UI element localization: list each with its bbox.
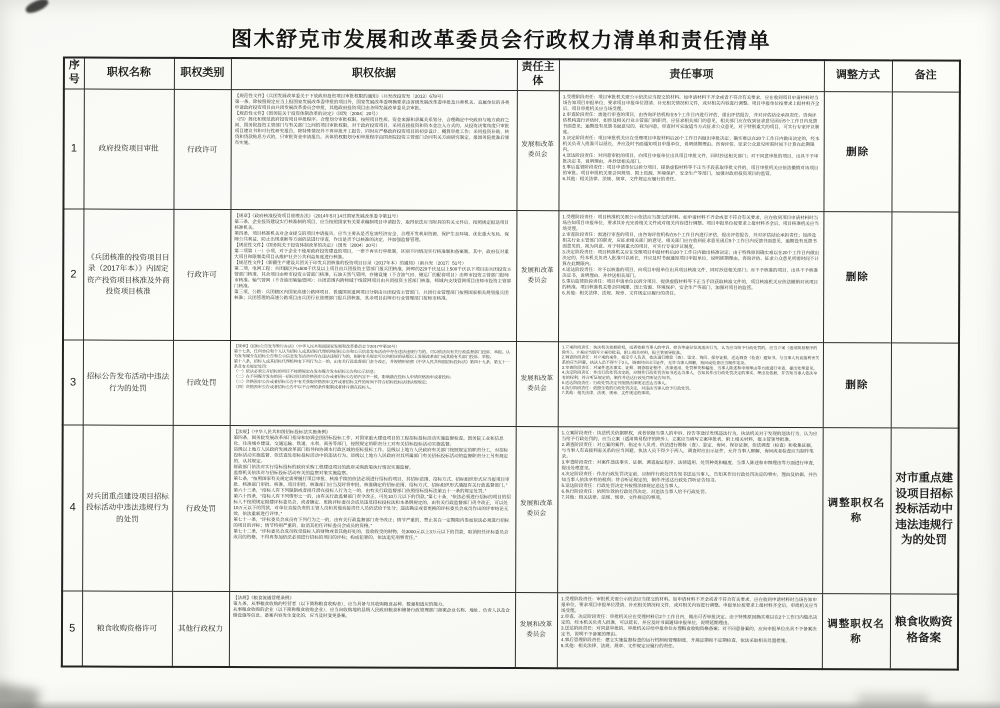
remark-cell: [891, 91, 959, 211]
responsible-subject-cell: 发展和改革委员会: [516, 90, 558, 210]
power-category-cell: 行政许可: [173, 89, 230, 209]
table-row: [62, 424, 959, 593]
table-row: [63, 88, 959, 211]
power-category-cell: 其他行政权力: [172, 591, 229, 667]
power-responsibility-table: [61, 56, 961, 670]
serial-cell: 3: [63, 339, 83, 424]
adjustment-cell: 删除: [823, 342, 891, 427]
serial-cell: 1: [63, 88, 83, 208]
header-power-name: 职权名称: [84, 58, 174, 89]
power-name-cell: 对兵团重点建设项目招标投标活动中违法违规行为的处罚: [82, 425, 173, 591]
header-serial: 序 号: [64, 57, 84, 88]
remark-cell: 粮食收购资格备案: [890, 593, 958, 669]
remark-cell: [891, 342, 959, 427]
scan-artifact: [0, 700, 1000, 708]
header-responsible-subject: 责任主体: [517, 59, 559, 90]
header-adjustment-method: 调整方式: [824, 60, 892, 91]
page-title: 图木舒克市发展和改革委员会行政权力清单和责任清单: [231, 28, 772, 53]
duty-items-cell: 1.受理阶段责任：审批机关需公示依法应当提交的材料。如申请材料不齐全或者不符合有关要求，应在收到申请材料时当场告知申报单位，要求项目申报单位澄清、补充相关情况和文件，或对相关内容进行调整。申报单位按要求上报材料齐全后，审批机关应当场受理。 2.审查、决定阶段责任：审批机关应在受理材料后2个工作日内，做出可否审批决定。由于特殊原因确实难以在2个工作日内做出决定的，经本机关负责人批准，可以延长，并应及时书面通知申报单位，说明延期理由。 3.送达阶段责任：对同意审批的，审批机关应给申报单位办理粮食收购资格备案；对不同意备案的，应向申报单位出具不予备案决定书，说明不予备案的理由。 4.事后管理阶段责任：建立实施监督检查的运行机制和管理制度，开展定期和不定期检查，依法采取相关处置措施。 5.其他：相关法律、法规、规章、文件规定应履行的责任。: [557, 592, 822, 668]
adjustment-cell: 删除: [823, 91, 891, 211]
table-header-row: [64, 57, 960, 91]
power-basis-cell: 【法规】《中华人民共和国招标投标法实施条例》 第四条，国务院发展改革部门指导和协调全国招标投标工作，对国家重大建设项目的工程招标投标活动实施监督检查。国务院工业和信息化、住房城乡建设、交通运输、铁道、水利、商务等部门，按照规定的职责分工对有关招标投标活动实施监督。 县级以上地方人民政府发展改革部门指导和协调本行政区域的招标投标工作。县级以上地方人民政府有关部门按照规定的职责分工，对招标投标活动实施监督，依法查处招标投标活动中的违法行为。县级以上地方人民政府对其所属部门有关招标投标活动的监督职责分工另有规定的，从其规定。 财政部门依法对实行招标投标的政府采购工程建设项目的政府采购政策执行情况实施监督。 监察机关依法对与招标投标活动有关的监察对象实施监察。 第七条，“按照国家有关规定需要履行项目审批、核准手续的依法必须进行招标的项目，其招标范围、招标方式、招标组织形式应当报项目审批、核准部门审批、核准。项目审批、核准部门应当及时将审批、核准确定的招标范围、招标方式、招标组织形式通报有关行政监督部门。” 第六十三条，“招标人有下列限制或者排斥潜在投标人行为之一的，由有关行政监督部门依照招标投标法第五十一条的规定处罚。” 第六十四条，“招标人有下列情形之一的，由有关行政监督部门责令改正，可处10万元以下的罚款。”第七十条，“依法必须进行招标的项目的招标人不按照规定组建评标委员会，或者确定、更换评标委员会成员违反招标投标法和本条例规定的，由有关行政监督部门责令改正，可以处10万元以下的罚款，对单位直接负责的主管人员和其他直接责任人员依法给予处分；违法确定或者更换的评标委员会成员作出的评审结论无效，依法重新进行评审。” 第七十一条，“评标委员会成员有下列行为之一的，由有关行政监督部门责令改正；情节严重的，禁止其在一定期限内参加依法必须进行招标的项目的评标；情节特别严重的，取消其担任评标委员会成员的资格。” 第七十二条，“评标委员会成员收受投标人的财物或者其他好处的，没收收受的财物，处3000元以上3万元以下的罚款，取消担任评标委员会成员的资格，不得再参加依法必须进行招标的项目的评标；构成犯罪的，依法追究刑事责任。”: [229, 425, 516, 592]
power-category-cell: 行政处罚: [172, 425, 230, 591]
header-power-basis: 职权依据: [231, 58, 517, 90]
power-category-cell: 行政处罚: [173, 340, 230, 425]
responsible-subject-cell: 发展和改革委员会: [516, 210, 558, 341]
serial-cell: 2: [63, 208, 83, 339]
header-duty-items: 责任事项: [559, 59, 824, 91]
power-basis-cell: 【法规】《粮食流通管理条例》 第九条，从事粮食收购的经营者（以下简称粮食收购者），应当具备与其收购粮食品种、数量相适应的能力。 从事粮食收购的企业（以下简称粮食收购企业），应当向收购地的县级人民政府粮食和储备行政管理部门备案企业名称、地址、负责人以及仓储设施等信息。备案内容发生变化的，应当及时变更备案。: [229, 591, 515, 667]
adjustment-cell: 调整职权名称: [822, 593, 890, 669]
serial-cell: 5: [62, 590, 82, 666]
power-name-cell: 粮食收购资格许可: [82, 591, 172, 667]
header-power-category: 职权类别: [174, 58, 231, 89]
power-basis-cell: 【规范性文件】《兵团发展改革委关于下放政府投资项目审批权限的通知》（兵发改投资发〔2013〕678号） 第一条，除按照规定应当上报国家发展改革委审批的项目外，国家发展改革委明确要求由省级发展改革委审批及兵师机关、直属单位的各类申请政府投资项目由兵团发展改革委员会审批，其他政府投资项目由各师发展改革委员会审批。 【规范性文件】《国务院关于投资体制改革的决定》（国发〔2004〕20号） （四）简化和规范政府投资项目审批程序。合理划分审批权限，按照项目性质、资金来源和隶属关系划分，合理确定中央政府与地方政府之间、国务院投资主管部门与有关部门之间的项目审批权限。对于政府投资项目，采用直接投资和资本金注入方式的，从投资决策角度只审批项目建议书和可行性研究报告，除特殊情况外不再审批开工报告，同时应严格政府投资项目的初步设计、概算审批工作；采用投资补助、转贷和贷款贴息方式的，只审批资金申请报告。具体的权限划分和审批程序由国务院投资主管部门会同有关方面研究制定，报国务院批准后颁布实施。: [230, 89, 516, 210]
power-basis-cell: 【规章】《政府核准投资项目管理办法》（2014年5月14日国家发展改革委令第11号） 第三条，企业投资建设实行核准制的项目，应当按照国家有关要求编制项目申请报告，取得依法应当附具的有关文件后，按照规定报送项目核准机关。 第四条，项目核准机关对企业提交的项目申请报告，应当主要从是否危害经济安全、合理开发利用资源、保护生态环境、优化重大布局、保障公共利益、防止出现垄断等方面依法进行审查，作出是否予以核准的决定，并加强监督管理。 【规范性文件】《国务院关于投资体制改革的决定》（国发〔2004〕20号） 第二项第（一）小项，对于企业不使用政府投资建设的项目，一律不再实行审批制，区别不同情况实行核准制和备案制。其中，政府仅对重大项目和限制类项目从维护社会公共利益角度进行核准。 【规范性文件】《新疆生产建设兵团关于印发兵团核准的投资项目目录（2017年本）的通知》（新兵发〔2017〕51号） 第二项，电网工程：兵团辖区内±500千伏及以上项目由兵团投资主管部门报兵团核准，跨师的220千伏及以上500千伏以下项目由兵团投资主管部门核准，其余项目由师市投资主管部门核准。石油天然气管网、存储设施（不含油气田、储运厂的配套项目）由师市投资主管部门报师市核准。输气管网（不含油田集输管网）：兵团范围内跨师域干线管网项目由兵团投资主管部门核准，师域内支线管网项目由师市投资主管部门核准。 第三项，公路：兵团辖区内国家高速公路网项目、普通国省道网项目分别由兵团投资主管部门、兵团行业管理部门按照国家相关规划报兵团核准；兵团管理的高速公路项目由兵团行业管理部门报兵团核准，其余项目由师市行业管理部门按师市核准。: [230, 209, 516, 341]
responsible-subject-cell: 发展和改革委员会: [515, 426, 558, 592]
responsible-subject-cell: 发展和改革委员会: [516, 341, 558, 426]
duty-items-cell: 1.受理阶段责任：项目审批机关需公示依法应当提交的材料。如申请材料不齐全或者不符合有关要求，应在收到项目申请材料时当场告知项目申报单位，要求项目申报单位澄清、补充相关情况和文件，或对相关内容进行调整。项目申报单位按要求上报材料齐全后，项目审批机关应当场受理。 2.审查阶段责任：需进行审查的项目，由咨询评估机构在5个工作日内进行评估，提出评估报告，并对评估结论承担责任。咨询评估机构进行评估时，如涉及相关行业主管部门的职责，应征求相关部门的意见，相关部门应在收到征求意见函后5个工作日内反馈书面意见；逾期没有反馈书面意见的，视为同意。审查时可采取适当方式征求公众意见，对于特别重大的项目，可实行专家评议制度。 3.决定阶段责任：项目审批机关应在受理项目申报材料后20个工作日内做出审批决定；确实难以在20个工作日内做出决定的，经本机关负责人批准可以延长，并应及时书面通知项目申报单位，说明延期理由。咨询评估、征求公众意见所需时间不计算在此期限内。 4.送达阶段责任：对同意审批的项目，向项目申报单位出具项目审批文件，同时抄送相关部门；对不同意审批的项目，出具不予审批决定书，说明理由，并抄送相关部门。 5.事后监管阶段责任：项目申请单位以拆分项目、提供虚假材料等不正当手段获取审批文件的，项目审批机关应依法撤销对该项目的审批。项目审批机关要会同规划、国土资源、环境保护、安全生产等部门，加强对政府投资项目的监管。 6.其他：相关法律、法规、规章、文件规定应履行的责任。: [558, 90, 823, 211]
power-category-cell: 行政许可: [173, 209, 230, 340]
remark-cell: 对市重点建设项目招标投标活动中违法违规行为的处罚: [890, 427, 959, 593]
table-row: [62, 590, 958, 669]
responsible-subject-cell: 发展和改革委员会: [515, 592, 557, 668]
duty-items-cell: 1.立案阶段责任：执法机关依据职权，或者依据当事人的申诉、控告等途径发现违法行为，认为应当给予行政处罚的，应当立案（适用简易程序的除外）。立案应当填写立案审批表，附上相关材料，报主管领导批准。 2.调查阶段责任：对立案的案件，指定专人负责，依法进行勘验（查）、鉴定、询问、保存证据，送达调查（检查）通知书。与当事人有直接利害关系的应当回避。执法人员不得少于2人，调查时应出示证件，允许当事人辩解，询问或检查应当制作笔录。 3.审查阶段责任：对案件违法事实、证据、调查取证程序、法律适用、处罚种类和幅度、当事人陈述和申辩理由等方面进行审查，提出处理意见。 4.决定阶段责任：作出行政处罚决定前，应制作行政处罚告知书送达当事人，告知其作出行政处罚决定的事实、理由及依据，并告知当事人依法享有的权利；符合听证规定的，制作并送达行政处罚听证告知书。 5.送达阶段责任：行政处罚决定书按照法律规定送达当事人。 6.执行阶段责任：依照生效的行政处罚决定，对违法当事人给予行政处罚。 7.其他：相关法律、法规、规章、文件规定的事项。: [558, 341, 823, 427]
power-name-cell: 招标公告发布活动中违法行为的处罚: [83, 340, 173, 425]
adjustment-cell: 删除: [823, 211, 891, 342]
table-row: [63, 339, 959, 427]
adjustment-cell: 调整职权名称: [822, 427, 891, 593]
duty-items-cell: 1.立案阶段责任：执法机关依据职权，或者依据当事人的申诉、控告等途径发现违法行为。执法机关对于发现的违法行为，认为应当给予行政处罚的，应当立案（适用简易程序的除外）。立案应当填写立案审批表，附上相关材料，报主管领导批准。 2.调查阶段责任：对立案的案件，指定专人负责，依法进行勘验（查）、鉴定、询问、保存证据，依法调查（检查）和收集证据。与当事人有直接利害关系的应当回避。执法人员不得少于两人，调查时应出示证件，允许当事人辩解，询问或者检查应当制作笔录。 3.审查阶段责任：对案件违法事实、证据、调查取证程序、法律适用、处罚种类和幅度、当事人陈述和申辩理由等方面进行审查，提出处理意见。 4.决定阶段责任：作出行政处罚决定前，应制作行政处罚告知书送达当事人，告知其作出行政处罚决定的事实、理由及依据，并告知当事人依法享有的权利；符合听证规定的，制作并送达行政处罚听证告知书。 5.送达阶段责任：行政处罚决定书按照法律规定送达当事人。 6.执行阶段责任：依照生效的行政处罚决定，对违法当事人给予行政处罚。 7.其他：相关法律、法规、规章、文件规定的事项。: [557, 426, 823, 593]
power-name-cell: 政府投资项目审批: [83, 89, 173, 209]
table-row: [63, 208, 959, 342]
duty-items-cell: 1.受理阶段责任：项目核准机关需公示依法应当提交的材料。如申请材料不齐全或者不符合有关要求，应在收到项目申请材料时当场告知项目申报单位，要求其补充完善相关文件或对相关内容进行调整。项目申报单位按要求上报材料齐全后，项目核准机关应当场受理。 2.审查阶段责任：需进行审查的项目，由咨询评估机构在5个工作日内进行评估，提出评估报告，并对评估结论承担责任；如涉及相关行业主管部门的职责，应征求相关部门的意见，相关部门应在收到征求意见函后5个工作日内反馈书面意见，逾期没有反馈书面意见的，视为同意。对于特别重大的项目，可实行专家评议制度。 3.决定阶段责任：项目核准机关应在受理项目申报材料后20个工作日内做出核准决定；由于特殊原因确实难以在20个工作日内做出决定的，经本机关负责人批准可以延长，并应及时书面通知项目申报单位，说明延期理由。咨询评估、征求公众意见所需时间不计算在此期限内。 4.送达阶段责任：对予以核准的项目，向项目申报单位出具项目核准文件，同时抄送相关部门；对不予核准的项目，出具不予核准决定书，说明理由，并抄送相关部门。 5.事后监管阶段责任：项目申请单位以拆分项目、提供虚假材料等不正当手段获取核准文件的，项目核准机关应依法撤销对该项目的核准。项目核准机关要会同城建、国土资源、环境保护、安全生产等部门，加强对项目的监管。 6.其他：相关法律、法规、规章、文件规定应履行的责任。: [558, 210, 823, 342]
power-name-cell: 《兵团核准的投资项目目录（2017年本）》内固定资产投资项目核准及外商投资项目核准: [83, 209, 173, 340]
header-remark: 备注: [892, 60, 960, 91]
power-basis-cell: 【规章】《招标公告发布暂行办法》（中华人民共和国国家发展和改革委员会令2017年第10号） 第十七条，任何单位和个人认为招标人或其招标代理机构招标公告和公示信息发布活动中存在违法违规行为的，可以依法向有关行政监督部门投诉、举报。认为发布媒介在招标公告和公示信息发布活动中存在违法违规行为的，根据有关规定可以向相应的县级以上发展改革部门或其他有关部门投诉、举报。 第十八条，招标人或其招标代理机构有下列行为之一的，由有关行政监督部门责令改正，并视情形依照《中华人民共和国招标投标法》第四十九条、第五十一条及有关规定处罚： （一）依法必须公开招标的项目不按照规定在发布媒介发布招标公告和公示信息； （二）在不同媒介发布的同一招标项目的资格预审公告或者招标公告的内容不一致，影响潜在投标人申请资格预审或者投标； （三）资格预审公告或者招标公告中有关获取资格预审文件或者招标文件的时间不符合招标投标法律法规规定； （四）资格预审公告或者招标公告中以不合理的条件限制或者排斥潜在投标人。: [230, 340, 516, 426]
remark-cell: [891, 211, 959, 342]
serial-cell: 4: [62, 424, 83, 590]
